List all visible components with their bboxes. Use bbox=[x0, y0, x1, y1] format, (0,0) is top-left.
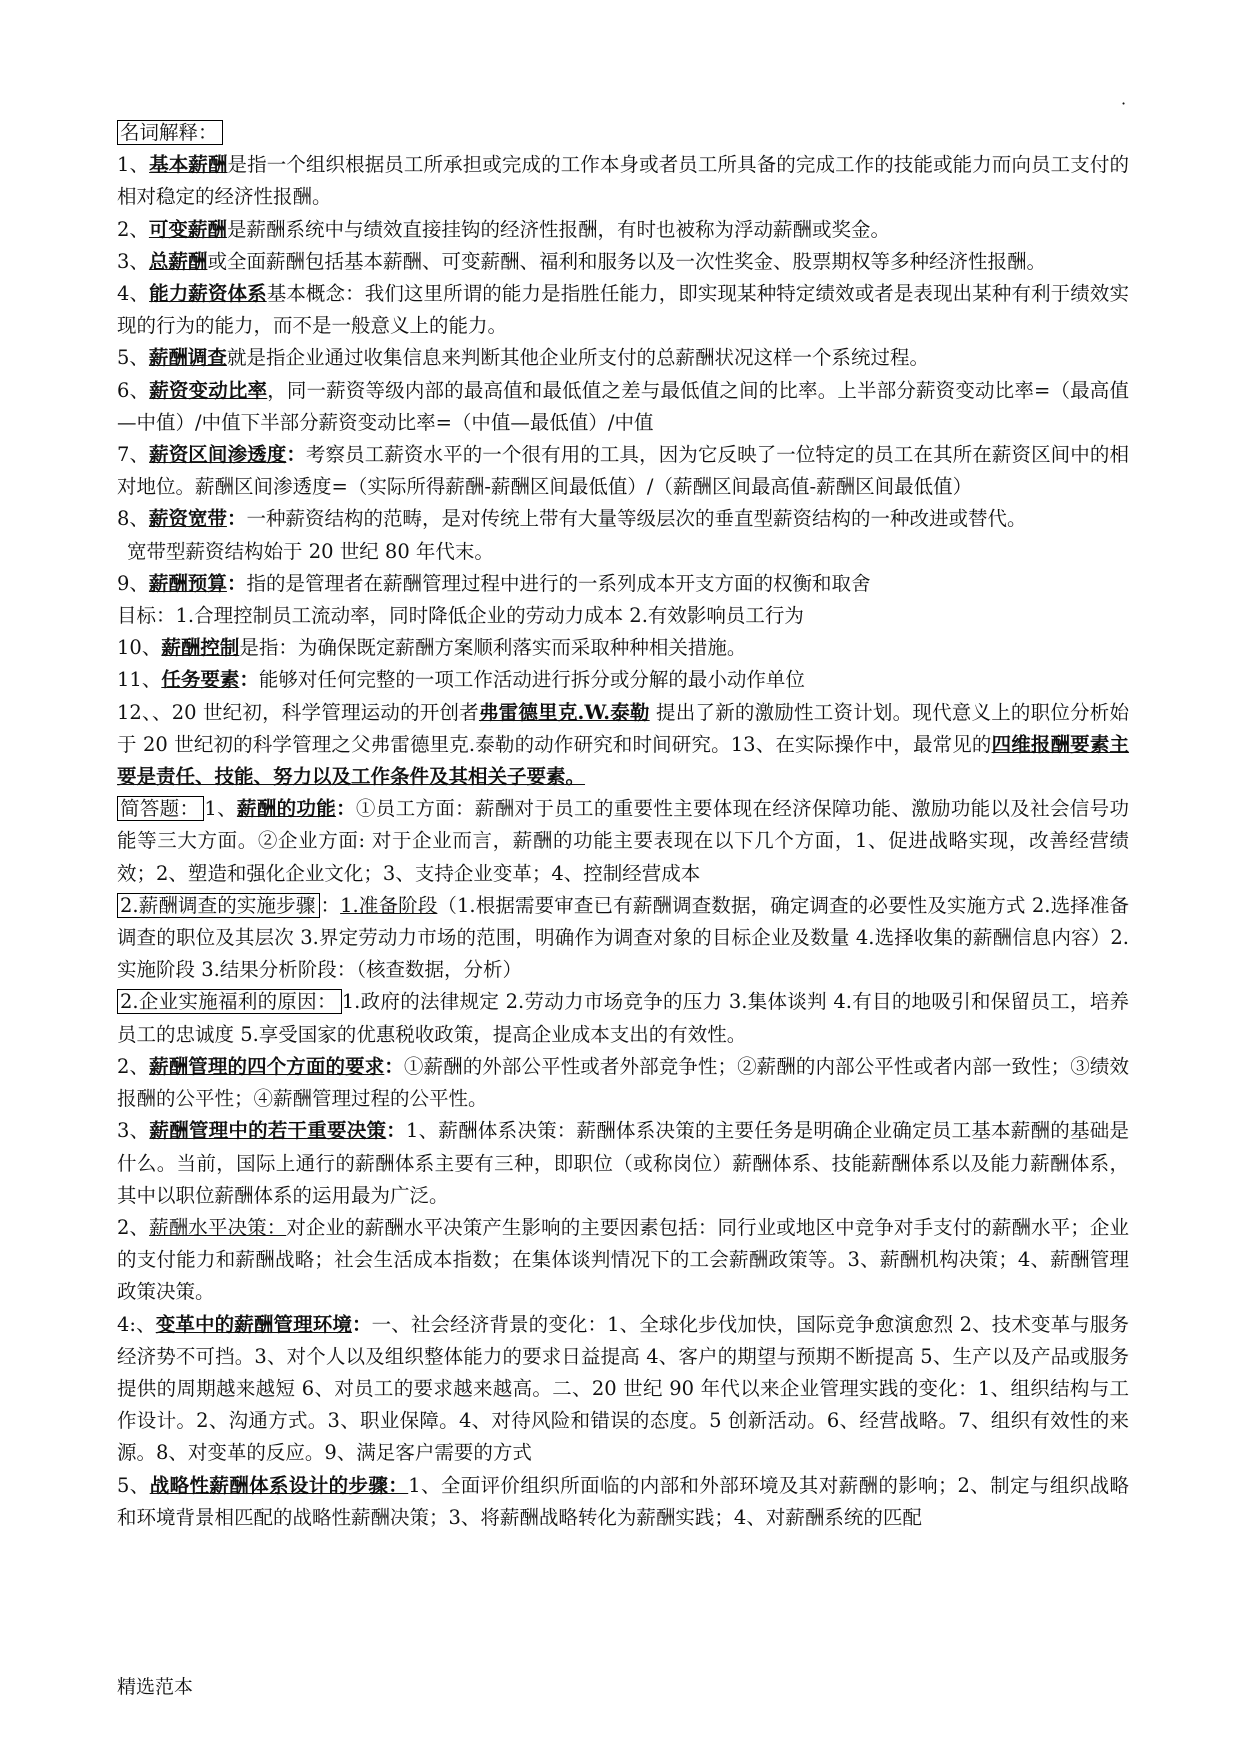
term-definition: ，同一薪资等级内部的最高值和最低值之差与最低值之间的比率。上半部分薪资变动比率=（最高值—中值）/中值下半部分薪资变动比率=（中值—最低值）/中值 bbox=[117, 378, 1129, 434]
answer-boxed-title: 2.企业实施福利的原因： bbox=[117, 989, 342, 1014]
term-name: 总薪酬 bbox=[148, 249, 208, 273]
answer-title: 薪酬的功能 bbox=[236, 797, 337, 821]
answer-title: 薪酬管理的四个方面的要求 bbox=[149, 1054, 385, 1078]
term-number: 4、 bbox=[117, 282, 150, 306]
term-4 bbox=[117, 278, 1129, 342]
term-name: 薪酬预算 bbox=[148, 571, 227, 595]
term-definition: 提出了新的激励性工资计划。现代意义上的职位分析始于 20 世纪初的科学管理之父弗雷德里克.泰勒的动作研究和时间研究。 bbox=[117, 700, 1129, 756]
term-10 bbox=[117, 632, 1129, 664]
term-11 bbox=[117, 664, 1129, 696]
answer-number: 3、 bbox=[117, 1119, 150, 1143]
answer-title: 战略性薪酬体系设计的步骤： bbox=[149, 1473, 409, 1497]
answer-1 bbox=[117, 793, 1129, 890]
term-colon: ： bbox=[226, 571, 247, 595]
terms-heading-line bbox=[117, 117, 1129, 149]
term-name: 薪酬控制 bbox=[161, 636, 240, 660]
term-definition: 基本概念：我们这里所谓的能力是指胜任能力，即实现某种特定绩效或者是表现出某种有利于绩效实现的行为的能力，而不是一般意义上的能力。 bbox=[117, 282, 1129, 338]
answer-text: 一、社会经济背景的变化：1、全球化步伐加快，国际竞争愈演愈烈 2、技术变革与服务经济势不可挡。3、对个人以及组织整体能力的要求日益提高 4、客户的期望与预期不断提高 5、生产以及产品或服务提供的周期越来越短 6、对员工的要求越来越高。二、20 世纪 90 年代以来企业管理实践的变化：1、组织结构与工作设计。2、沟通方式。3、职业保障。4、对待风险和错误的态度。5 创新活动。6、经营战略。7、组织有效性的来源。8、对变革的反应。9、满足客户需要的方式 bbox=[117, 1312, 1129, 1465]
term-definition: 一种薪资结构的范畴，是对传统上带有大量等级层次的垂直型薪资结构的一种改进或替代。 bbox=[246, 507, 1027, 531]
term-7 bbox=[117, 439, 1129, 503]
answer-colon: ： bbox=[384, 1054, 404, 1078]
term-number: 7、 bbox=[117, 443, 150, 467]
answer-text: ①员工方面：薪酬对于员工的重要性主要体现在经济保障功能、激励功能以及社会信号功能等三大方面。②企业方面: 对于企业而言，薪酬的功能主要表现在以下几个方面，1、促进战略实现，改善经营绩效；2、塑造和强化企业文化；3、支持企业变革；4、控制经营成本 bbox=[117, 797, 1129, 885]
answer-title: 薪酬水平决策： bbox=[149, 1215, 287, 1239]
corner-mark: · bbox=[1121, 94, 1127, 113]
term-12-13 bbox=[117, 697, 1129, 794]
term-1 bbox=[117, 149, 1129, 213]
answer-2 bbox=[117, 890, 1129, 987]
term-name: 能力薪资体系 bbox=[149, 282, 267, 306]
answer-number: 2、 bbox=[117, 1215, 150, 1239]
answer-7 bbox=[117, 1309, 1129, 1470]
term-number: 5、 bbox=[117, 346, 149, 370]
term-definition: 就是指企业通过收集信息来判断其他企业所支付的总薪酬状况这样一个系统过程。 bbox=[226, 346, 929, 370]
term-name: 薪资变动比率 bbox=[149, 378, 268, 402]
term-8 bbox=[117, 503, 1129, 535]
answer-number: 2、 bbox=[117, 1054, 150, 1078]
term-number: 6、 bbox=[117, 378, 150, 402]
term-definition: 或全面薪酬包括基本薪酬、可变薪酬、福利和服务以及一次性奖金、股票期权等多种经济性报酬。 bbox=[207, 249, 1046, 273]
answer-text: 1、全面评价组织所面临的内部和外部环境及其对薪酬的影响；2、制定与组织战略和环境背景相匹配的战略性薪酬决策；3、将薪酬战略转化为薪酬实践；4、对薪酬系统的匹配 bbox=[117, 1473, 1129, 1529]
term-2 bbox=[117, 214, 1129, 246]
term-9-goal bbox=[117, 600, 1129, 632]
answer-stage: 1.准备阶段 bbox=[340, 893, 438, 917]
term-name: 薪资区间渗透度 bbox=[149, 443, 287, 467]
term-number: 3、 bbox=[117, 249, 149, 273]
answer-text: 对企业的薪酬水平决策产生影响的主要因素包括：同行业或地区中竞争对手支付的薪酬水平；企业的支付能力和薪酬战略；社会生活成本指数；在集体谈判情况下的工会薪酬政策等。3、薪酬机构决策；4、薪酬管理政策决策。 bbox=[117, 1215, 1129, 1304]
answer-text: 1.政府的法律规定 2.劳动力市场竞争的压力 3.集体谈判 4.有目的地吸引和保留员工，培养员工的忠诚度 5.享受国家的优惠税收政策，提高企业成本支出的有效性。 bbox=[117, 990, 1129, 1046]
term-name: 任务要素 bbox=[161, 668, 240, 692]
term-6 bbox=[117, 375, 1129, 439]
answer-number: 4:、 bbox=[117, 1312, 156, 1336]
answer-title: 变革中的薪酬管理环境 bbox=[155, 1312, 352, 1336]
document-body bbox=[117, 117, 1129, 1534]
answer-8 bbox=[117, 1470, 1129, 1534]
answer-number: 5、 bbox=[117, 1473, 150, 1497]
term-number: 11、 bbox=[117, 668, 162, 692]
answer-colon: ： bbox=[320, 893, 341, 917]
term-number: 10、 bbox=[117, 636, 162, 660]
answer-text: 1、薪酬体系决策：薪酬体系决策的主要任务是明确企业确定员工基本薪酬的基础是什么。当前，国际上通行的薪酬体系主要有三种，即职位（或称岗位）薪酬体系、技能薪酬体系以及能力薪酬体系，其中以职位薪酬体系的运用最为广泛。 bbox=[117, 1119, 1129, 1207]
answer-boxed-title: 2.薪酬调查的实施步骤 bbox=[117, 893, 320, 918]
term-name: 基本薪酬 bbox=[149, 153, 228, 177]
term-3 bbox=[117, 246, 1129, 278]
answer-3 bbox=[117, 986, 1129, 1050]
answer-text: （1.根据需要审查已有薪酬调查数据，确定调查的必要性及实施方式 2.选择准备调查的职位及其层次 3.界定劳动力市场的范围，明确作为调查对象的目标企业及数量 4.选择收集的薪酬信息内容）2.实施阶段 3.结果分析阶段：（核查数据，分析） bbox=[117, 893, 1129, 982]
term-number: 8、 bbox=[117, 507, 149, 531]
term-number: 9、 bbox=[117, 571, 149, 595]
answer-6 bbox=[117, 1212, 1129, 1309]
term-8-continued bbox=[117, 536, 1129, 568]
answer-4 bbox=[117, 1051, 1129, 1115]
term-definition: 考察员工薪资水平的一个很有用的工具，因为它反映了一位特定的员工在其所在薪资区间中的相对地位。薪酬区间渗透度=（实际所得薪酬-薪酬区间最低值）/（薪酬区间最高值-薪酬区间最低值） bbox=[117, 443, 1129, 499]
answer-colon: ： bbox=[336, 797, 356, 821]
term-colon: ： bbox=[239, 668, 259, 692]
term-definition: 是指一个组织根据员工所承担或完成的工作本身或者员工所具备的完成工作的技能或能力而向员工支付的相对稳定的经济性报酬。 bbox=[117, 153, 1129, 209]
term-number: 1、 bbox=[117, 153, 150, 177]
term-intro: 在实际操作中，最常见的 bbox=[775, 732, 992, 756]
term-colon: ： bbox=[286, 443, 306, 467]
term-definition: 能够对任何完整的一项工作活动进行拆分或分解的最小动作单位 bbox=[258, 668, 805, 692]
term-definition: 指的是管理者在薪酬管理过程中进行的一系列成本开支方面的权衡和取舍 bbox=[246, 571, 871, 595]
term-name: 薪资宽带 bbox=[148, 507, 227, 531]
answer-number: 1、 bbox=[204, 797, 237, 821]
page-footer: 精选范本 bbox=[117, 1676, 194, 1698]
term-5 bbox=[117, 342, 1129, 374]
answer-5 bbox=[117, 1115, 1129, 1212]
term-number: 2、 bbox=[117, 217, 149, 241]
term-definition-extra: 宽带型薪资结构始于 20 世纪 80 年代末。 bbox=[127, 539, 494, 563]
term-definition: 是指：为确保既定薪酬方案顺利落实而采取种种相关措施。 bbox=[239, 636, 747, 660]
term-definition: 是薪酬系统中与绩效直接挂钩的经济性报酬，有时也被称为浮动薪酬或奖金。 bbox=[226, 217, 890, 241]
answer-text: ①薪酬的外部公平性或者外部竞争性；②薪酬的内部公平性或者内部一致性；③绩效报酬的公平性；④薪酬管理过程的公平性。 bbox=[117, 1054, 1129, 1111]
short-answer-heading: 简答题： bbox=[117, 796, 204, 821]
person-name: 弗雷德里克.W.泰勒 bbox=[478, 700, 650, 724]
answer-title: 薪酬管理中的若干重要决策 bbox=[149, 1119, 387, 1143]
term-number: 12、、 bbox=[117, 700, 172, 724]
term-number: 13、 bbox=[730, 732, 776, 756]
term-9 bbox=[117, 568, 1129, 600]
term-emphasis: 四维报酬要素主要是责任、技能、努力以及工作条件及其相关子要素。 bbox=[117, 732, 1129, 789]
term-name: 薪酬调查 bbox=[148, 346, 227, 370]
term-name: 可变薪酬 bbox=[148, 217, 227, 241]
terms-heading: 名词解释： bbox=[117, 120, 223, 145]
answer-colon: ： bbox=[351, 1312, 372, 1336]
term-goal: 目标：1.合理控制员工流动率，同时降低企业的劳动力成本 2.有效影响员工行为 bbox=[117, 604, 804, 628]
term-intro: 20 世纪初，科学管理运动的开创者 bbox=[171, 700, 479, 724]
answer-colon: ： bbox=[386, 1119, 406, 1143]
term-colon: ： bbox=[226, 507, 247, 531]
